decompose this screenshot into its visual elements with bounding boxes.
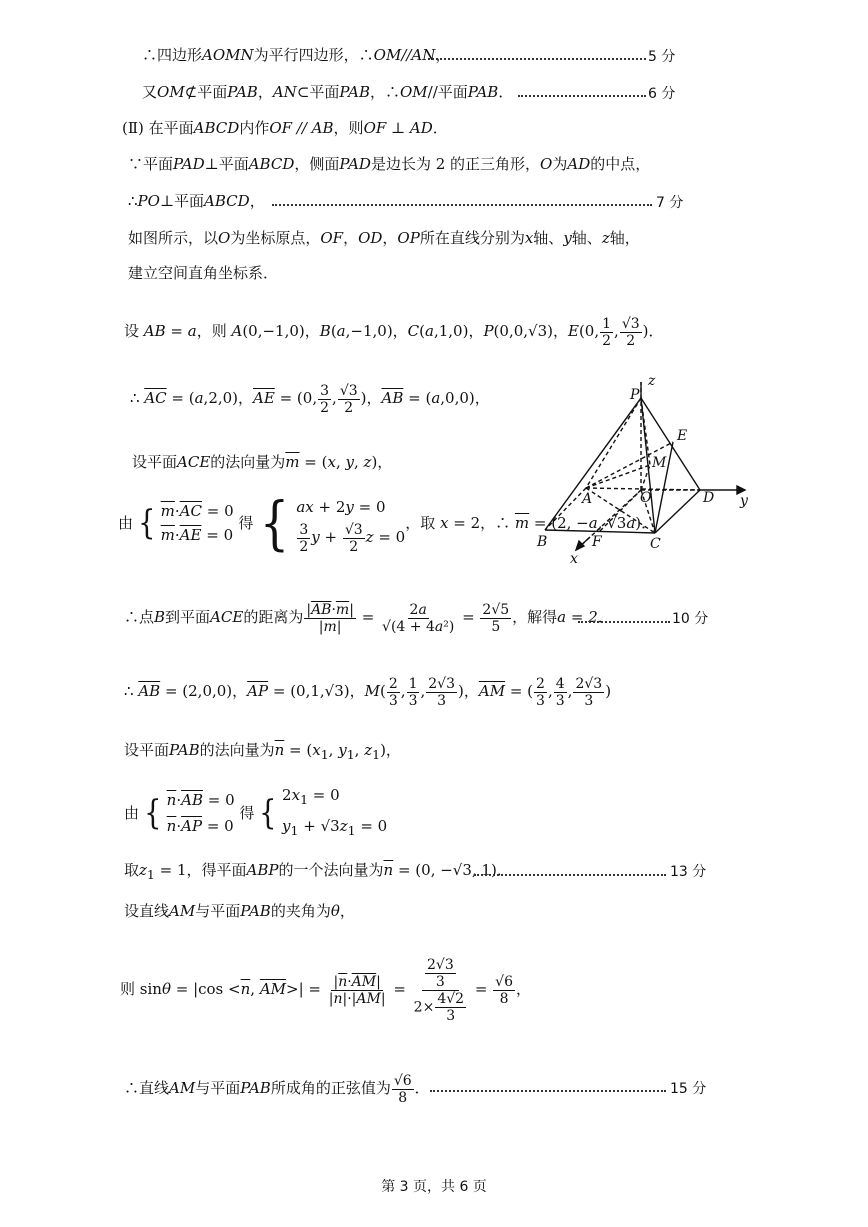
score-5: 5 分 <box>648 49 676 65</box>
line-1: ∴四边形AOMN为平行四边形，∴OM//AN， <box>142 46 451 64</box>
dotted-leader <box>578 621 670 623</box>
label-O: O <box>640 490 652 506</box>
label-D: D <box>703 490 715 506</box>
line-15: 由 { $\overline{n}\cdot\overline{AB} = 0$ $\overline{n}\cdot\overline{AP} = 0$ 得 { $2x_1 = 0$ $y_1 + √3z_1 = 0$ <box>124 786 388 838</box>
line-13: ∴ $\overline{AB} = (2,0,0)$，$\overline{AP} = (0,1,√3)$，M( $\frac{2}{3}$ , $\frac{1}{3}$ , $\frac{2√3}{3}$ )，$\overline{AM}$ = ( $\frac{2}{3}$ , $\frac{4}{3}$ , $\frac{2√3}{3}$ ) <box>124 675 612 709</box>
edge-PD <box>641 398 700 490</box>
line-6: 如图所示，以O为坐标原点，OF，OD，OP所在直线分别为x轴、y轴、z轴， <box>128 229 640 247</box>
line-14: 设平面PAB的法向量为$\overline{n} = (x_1$, $y_1$, $z_1$)， <box>124 741 401 762</box>
label-y: y <box>740 493 748 509</box>
line-9: ∴ $\overline{AC} = (a,2,0)$，$\overline{AE} = (0$, $\frac{3}{2}$ , $\frac{√3}{2}$ )，$\overline{AB} = (a,0,0)$， <box>130 382 490 416</box>
label-F: F <box>592 534 602 550</box>
line-8: 设 AB = a，则 A(0,−1,0)，B(a,−1,0)，C(a,1,0)，P(0,0,√3)，E(0, $\frac{1}{2}$ , $\frac{√3}{2}$ )． <box>124 315 664 349</box>
page-footer: 第 3 页，共 6 页 <box>381 1179 487 1195</box>
line-18: 则 $\sin\theta = |\cos <\overline{n}$, $\overline{AM}>|$ = $\frac{|\overline{n}\cdot\overline{AM}|}{|\overline{n}|\cdot|\overline{AM}|}$ = $\frac{2√3}{3}$ 2× $\frac{4√2}{3}$ = $\frac{√6}{8}$ ， <box>120 956 532 1024</box>
label-E: E <box>677 428 688 444</box>
line-12: ∴点B到平面ACE的距离为 $\frac{|\overline{AB}\cdot\overline{m}|}{|\overline{m}|}$ = $\frac{2a}{\text{√(4 + 4a²)}}$ = $\frac{2√5}{5}$ ，解得a = 2． <box>124 601 613 635</box>
line-3: (Ⅱ) 在平面ABCD内作OF // AB，则OF ⊥ AD． <box>122 119 448 137</box>
edge-PA <box>586 398 641 488</box>
score-7: 7 分 <box>656 195 684 211</box>
line-7: 建立空间直角坐标系． <box>128 264 279 282</box>
edge-PM <box>641 398 650 465</box>
label-M: M <box>652 455 667 471</box>
label-x: x <box>570 551 578 567</box>
pyramid-figure <box>530 370 760 570</box>
line-5: ∴PO⊥平面ABCD， <box>128 192 265 210</box>
dotted-leader <box>272 204 652 206</box>
edge-AB <box>545 488 586 530</box>
label-A: A <box>582 491 593 507</box>
line-16: 取$z_1 = 1$，得平面ABP的一个法向量为$\overline{n} = (0$, −√3, 1)． <box>124 861 512 882</box>
edge-AM <box>586 465 650 488</box>
line-2: 又OM⊄平面PAB，AN⊂平面PAB，∴OM//平面PAB． <box>142 83 514 101</box>
line-19: ∴直线AM与平面PAB所成角的正弦值为 $\frac{√6}{8}$ ． <box>124 1072 430 1106</box>
dotted-leader <box>518 95 646 97</box>
label-P: P <box>630 387 640 403</box>
edge-PB <box>545 398 641 530</box>
line-17: 设直线AM与平面PAB的夹角为θ， <box>124 902 355 920</box>
dotted-leader <box>474 874 666 876</box>
score-13: 13 分 <box>670 864 707 880</box>
edge-FO <box>600 490 641 531</box>
line-10: 设平面ACE的法向量为$\overline{m} = (x$, y, z)， <box>132 453 393 471</box>
dotted-leader <box>430 1090 666 1092</box>
label-B: B <box>537 534 548 550</box>
label-C: C <box>650 536 661 552</box>
score-15: 15 分 <box>670 1081 707 1097</box>
line-11: 由 { $\overline{m}\cdot\overline{AC} = 0$ $\overline{m}\cdot\overline{AE} = 0$ 得 { ax + 2y = 0 $\frac{3}{2}$ y + $\frac{√3}{2}$ z = 0 ，取 x = 2，∴ $\overline{m} = (2$, −a, √3a)． <box>118 488 657 557</box>
dotted-leader <box>428 58 646 60</box>
line-4: ∵平面PAD⊥平面ABCD，侧面PAD是边长为 2 的正三角形，O为AD的中点， <box>128 155 651 173</box>
label-z: z <box>648 373 656 389</box>
score-6: 6 分 <box>648 86 676 102</box>
score-10: 10 分 <box>672 611 709 627</box>
